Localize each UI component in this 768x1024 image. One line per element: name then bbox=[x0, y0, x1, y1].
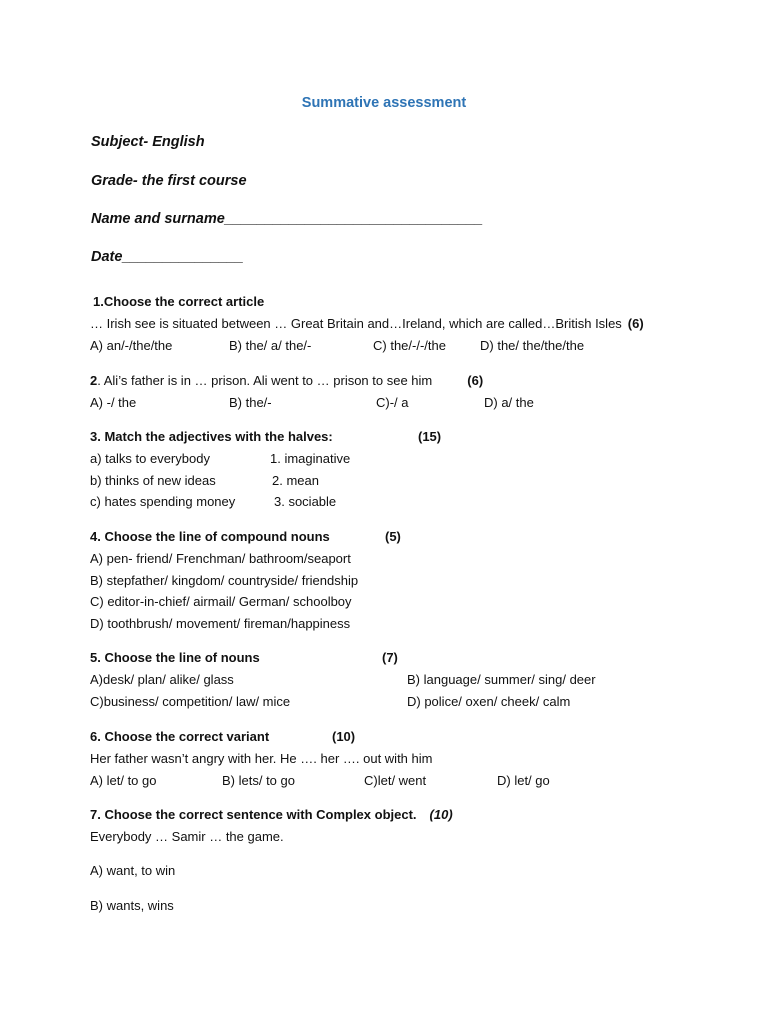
question-7-heading: 7. Choose the correct sentence with Complex object. bbox=[90, 807, 417, 822]
question-1-text-row bbox=[90, 313, 710, 335]
question-1-text: … Irish see is situated between … Great Britain and…Ireland, which are called…British Isles bbox=[90, 315, 622, 331]
question-5-option-b: B) language/ summer/ sing/ deer bbox=[407, 671, 596, 687]
question-1-option-b: B) the/ a/ the/- bbox=[229, 337, 312, 353]
question-6-option-a: A) let/ to go bbox=[90, 772, 157, 788]
question-2-option-c: C)-/ a bbox=[376, 394, 409, 410]
question-1 bbox=[90, 291, 710, 356]
question-2 bbox=[90, 370, 690, 414]
question-3-left-1: a) talks to everybody bbox=[90, 450, 210, 466]
question-6-option-b: B) lets/ to go bbox=[222, 772, 295, 788]
question-6 bbox=[90, 726, 690, 791]
question-6-heading-row bbox=[90, 726, 690, 748]
question-5-heading: 5. Choose the line of nouns bbox=[90, 650, 260, 665]
question-5-heading-row bbox=[90, 647, 690, 669]
question-3-left-2: b) thinks of new ideas bbox=[90, 472, 216, 488]
question-7 bbox=[90, 804, 690, 848]
question-6-text: Her father wasn’t angry with her. He …. her …. out with him bbox=[90, 750, 433, 766]
name-line bbox=[91, 211, 483, 227]
question-7-heading-row bbox=[90, 804, 690, 826]
question-1-option-a: A) an/-/the/the bbox=[90, 337, 173, 353]
question-2-text: . Ali’s father is in … prison. Ali went to … prison to see him bbox=[97, 373, 433, 388]
question-5-option-a: A)desk/ plan/ alike/ glass bbox=[90, 671, 234, 687]
name-label: Name and surname bbox=[91, 211, 225, 227]
question-4-option-c: C) editor-in-chief/ airmail/ German/ schoolboy bbox=[90, 594, 352, 610]
question-2-options bbox=[90, 392, 690, 414]
question-6-option-c: C)let/ went bbox=[364, 772, 427, 788]
question-4-points: (5) bbox=[385, 529, 401, 544]
grade-line: Grade- the first course bbox=[91, 173, 247, 189]
question-7-text: Everybody … Samir … the game. bbox=[90, 828, 284, 844]
question-3-row-1 bbox=[90, 448, 690, 470]
question-3-heading: 3. Match the adjectives with the halves: bbox=[90, 429, 333, 444]
question-2-option-a: A) -/ the bbox=[90, 394, 137, 410]
question-3-right-3: 3. sociable bbox=[274, 494, 337, 510]
question-5 bbox=[90, 647, 690, 712]
question-2-points: (6) bbox=[467, 373, 484, 388]
question-2-number: 2 bbox=[90, 373, 98, 388]
question-3-left-3: c) hates spending money bbox=[90, 494, 236, 510]
question-5-option-c: C)business/ competition/ law/ mice bbox=[90, 693, 291, 709]
question-3 bbox=[90, 426, 690, 513]
question-1-heading: 1.Choose the correct article bbox=[93, 294, 265, 309]
question-3-points: (15) bbox=[418, 429, 442, 444]
page-title: Summative assessment bbox=[301, 95, 467, 111]
question-3-row-2 bbox=[90, 470, 690, 492]
question-3-row-3 bbox=[90, 491, 690, 513]
date-line bbox=[91, 249, 243, 265]
date-blank: _______________ bbox=[122, 249, 244, 265]
question-1-option-c: C) the/-/-/the bbox=[373, 337, 446, 353]
question-7-points: (10) bbox=[429, 807, 453, 822]
question-4-heading: 4. Choose the line of compound nouns bbox=[90, 529, 330, 544]
question-7-option-a: A) want, to win bbox=[90, 863, 176, 878]
question-5-row-1 bbox=[90, 669, 690, 691]
date-label: Date bbox=[91, 249, 123, 265]
question-7-option-b: B) wants, wins bbox=[90, 898, 174, 913]
question-4-option-b: B) stepfather/ kingdom/ countryside/ friendship bbox=[90, 572, 359, 588]
name-blank: ________________________________ bbox=[224, 211, 483, 227]
question-2-text-row bbox=[90, 370, 690, 392]
question-4-option-d: D) toothbrush/ movement/ fireman/happiness bbox=[90, 616, 351, 632]
question-1-points: (6) bbox=[627, 315, 644, 331]
question-4 bbox=[90, 526, 690, 635]
question-4-option-a: A) pen- friend/ Frenchman/ bathroom/seaport bbox=[90, 550, 351, 566]
question-1-options bbox=[90, 335, 710, 357]
question-2-option-b: B) the/- bbox=[229, 394, 272, 410]
question-6-options bbox=[90, 770, 690, 792]
question-3-right-1: 1. imaginative bbox=[270, 450, 351, 466]
question-6-points: (10) bbox=[332, 729, 356, 744]
question-6-option-d: D) let/ go bbox=[497, 772, 550, 788]
question-5-row-2 bbox=[90, 691, 690, 713]
question-5-option-d: D) police/ oxen/ cheek/ calm bbox=[407, 693, 571, 709]
question-1-option-d: D) the/ the/the/the bbox=[480, 337, 585, 353]
question-2-option-d: D) a/ the bbox=[484, 394, 534, 410]
question-4-heading-row bbox=[90, 526, 690, 548]
question-5-points: (7) bbox=[382, 650, 398, 665]
question-3-right-2: 2. mean bbox=[272, 472, 319, 488]
question-6-heading: 6. Choose the correct variant bbox=[90, 729, 270, 744]
subject-line: Subject- English bbox=[91, 134, 205, 150]
question-3-heading-row bbox=[90, 426, 690, 448]
